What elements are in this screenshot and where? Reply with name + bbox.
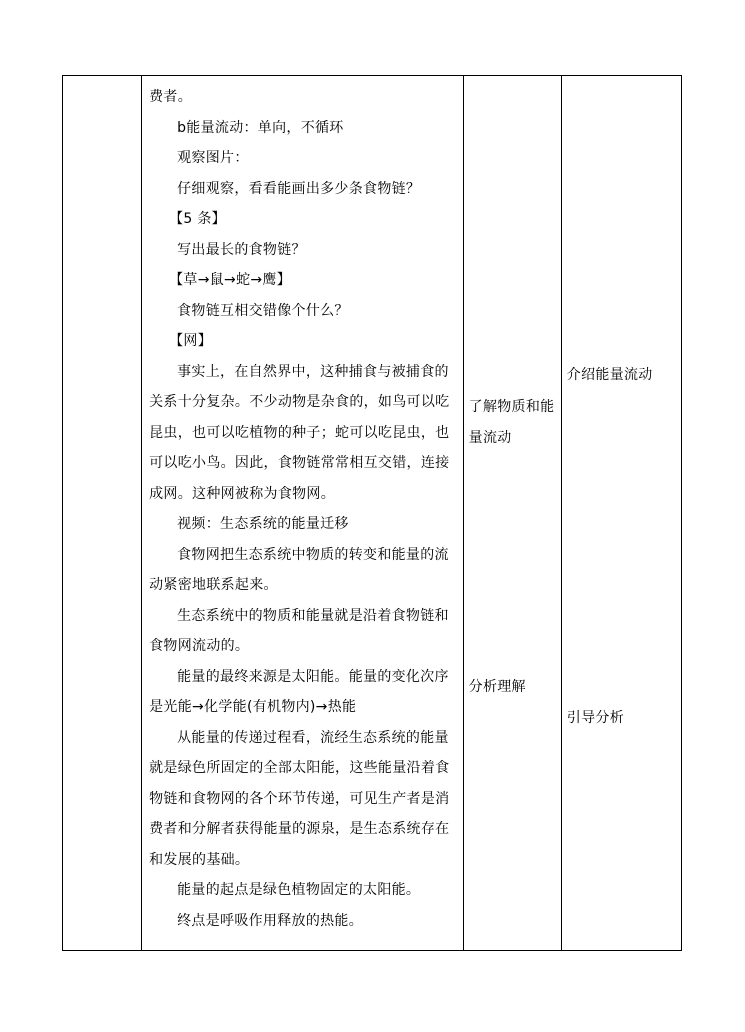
teacher-activity-1: 介绍能量流动 [566, 367, 653, 383]
content-cell [142, 76, 464, 951]
content-line: 视频：生态系统的能量迁移 [177, 516, 349, 532]
content-line: 能量的起点是绿色植物固定的太阳能。 [177, 882, 421, 898]
content-line: 观察图片： [177, 150, 249, 166]
lesson-table [62, 75, 682, 951]
teacher-activity-2: 引导分析 [566, 710, 624, 726]
goal-cell [463, 76, 561, 951]
content-line: 仔细观察，看看能画出多少条食物链？ [177, 180, 421, 197]
empty-cell [63, 76, 142, 951]
content-line: 费者。 [149, 89, 193, 105]
content-paragraph: 从能量的传递过程看，流经生态系统的能量就是绿色所固定的全部太阳能，这些能量沿着食物链和食物网的各个环节传递，可见生产者是消费者和分解者获得能量的源泉，是生态系统存在和发展的基础。 [149, 729, 450, 868]
content-paragraph: 食物网把生态系统中物质的转变和能量的流动紧密地联系起来。 [149, 546, 449, 593]
content-line: 【5 条】 [169, 211, 226, 227]
content-line: 【网】 [169, 333, 213, 349]
content-line: b能量流动：单向，不循环 [177, 119, 344, 136]
content-line: 写出最长的食物链？ [177, 241, 306, 258]
content-paragraph: 生态系统中的物质和能量就是沿着食物链和食物网流动的。 [149, 607, 449, 654]
table-row [63, 76, 682, 951]
content-line: 【草→鼠→蛇→鹰】 [169, 272, 292, 288]
student-goal-2: 分析理解 [468, 679, 526, 695]
content-paragraph: 能量的最终来源是太阳能。能量的变化次序是光能→化学能(有机物内)→热能 [149, 668, 449, 715]
content-line: 终点是呼吸作用释放的热能。 [177, 912, 364, 929]
activity-cell [561, 76, 681, 951]
student-goal-1: 了解物质和能量流动 [468, 399, 555, 446]
teaching-content [142, 76, 463, 936]
content-line: 食物链互相交错像个什么？ [177, 302, 349, 319]
content-paragraph: 事实上，在自然界中，这种捕食与被捕食的关系十分复杂。不少动物是杂食的，如鸟可以吃昆虫，也可以吃植物的种子；蛇可以吃昆虫，也可以吃小鸟。因此，食物链常常相互交错，连接成网。这种网被称为食物网。 [149, 363, 450, 502]
